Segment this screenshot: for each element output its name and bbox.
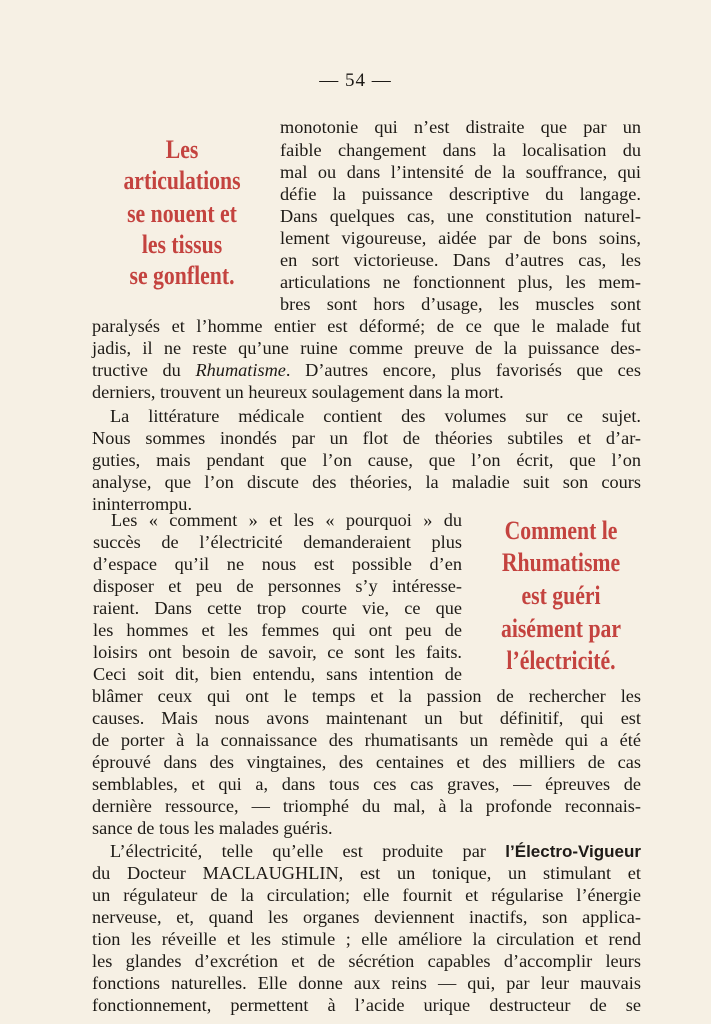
text-line: Dans quelques cas, une constitution naturel- (280, 206, 641, 226)
text-line: les glandes d’excrétion et de sécrétion capables d’accomplir leurs (92, 951, 641, 971)
side-note-line: les tissus (141, 229, 223, 259)
text-line: mal ou dans l’intensité de la souffrance, qui (280, 162, 641, 182)
text-line: sance de tous les malades guéris. (92, 818, 333, 838)
text-line: tion les réveille et les stimule ; elle améliore la circulation et rend (92, 929, 641, 949)
text-line: fonctions naturelles. Elle donne aux reins — qui, par leur mauvais (92, 973, 641, 993)
text-span: L’électricité, telle qu’elle est produite par (110, 841, 506, 861)
text-line: articulations ne fonctionnent plus, les mem- (280, 272, 641, 292)
text-line: en sort victorieuse. Dans d’autres cas, les (280, 250, 641, 270)
side-note-line: se nouent et (127, 198, 237, 228)
text-span: . D’autres encore, plus favorisés que ces (285, 360, 642, 380)
side-note-line: se gonflent. (129, 260, 235, 290)
side-note-line: articulations (123, 165, 241, 195)
page-number: — 54 — (319, 70, 392, 91)
text-line: d’espace qu’il ne nous est possible d’en (93, 554, 462, 574)
text-line: succès de l’électricité demanderaient plus (93, 532, 462, 552)
text-line: semblables, et qui a, dans tous ces cas graves, — épreuves de (92, 774, 641, 794)
text-line: les hommes et les femmes qui ont peu de (93, 620, 462, 640)
text-line: raient. Dans cette trop courte vie, ce que (93, 598, 462, 618)
text-line: de porter à la connaissance des rhumatisants un remède qui a été (92, 730, 641, 750)
text-line: La littérature médicale contient des volumes sur ce sujet. (110, 406, 641, 426)
text-line: Les « comment » et les « pourquoi » du (111, 510, 462, 530)
side-note-line: Les (165, 134, 199, 164)
text-line: fonctionnement, permettent à l’acide urique destructeur de se (92, 995, 641, 1015)
text-line: Nous sommes inondés par un flot de théories subtiles et d’ar- (92, 428, 641, 448)
text-line: éprouvé dans des vingtaines, des centaines et des milliers de cas (92, 752, 641, 772)
text-line: derniers, trouvent un heureux soulagement dans la mort. (92, 382, 504, 402)
text-line: monotonie qui n’est distraite que par un (280, 117, 641, 137)
text-line: faible changement dans la localisation du (280, 140, 641, 160)
text-line: du Docteur MACLAUGHLIN, est un tonique, un stimulant et (92, 863, 641, 883)
side-note-line: Rhumatisme (501, 547, 621, 577)
text-line: blâmer ceux qui ont le temps et la passion de rechercher les (92, 686, 641, 706)
text-line: bres sont hors d’usage, les muscles sont (280, 294, 641, 314)
text-line: guties, mais pendant que l’on cause, que l’on écrit, que l’on (92, 450, 641, 470)
brand-name: l’Électro-Vigueur (505, 842, 641, 861)
text-line: analyse, que l’on discute des théories, la maladie suit son cours (92, 472, 641, 492)
text-span: tructive du (92, 360, 196, 380)
text-line: lement vigoureuse, aidée par de bons soins, (280, 228, 641, 248)
side-note-line: Comment le (504, 515, 618, 545)
italic-term: Rhumatisme (195, 360, 286, 380)
text-line: nerveuse, et, quand les organes deviennent inactifs, son applica- (92, 907, 641, 927)
text-line: loisirs ont besoin de savoir, ce sont les faits. (93, 642, 462, 662)
text-line: jadis, il ne reste qu’une ruine comme preuve de la puissance des- (92, 338, 641, 358)
text-line: ininterrompu. (92, 494, 193, 514)
text-line: paralysés et l’homme entier est déformé; de ce que le malade fut (92, 316, 641, 336)
text-line: Ceci soit dit, bien entendu, sans intention de (93, 664, 462, 684)
text-line: causes. Mais nous avons maintenant un but définitif, qui est (92, 708, 641, 728)
side-note-line: l’électricité. (506, 645, 616, 675)
text-line (92, 359, 641, 381)
side-note-line: est guéri (521, 580, 601, 610)
text-line: un régulateur de la circulation; elle fournit et régularise l’énergie (92, 885, 641, 905)
side-note-line: aisément par (500, 613, 622, 643)
text-line: défie la puissance descriptive du langage. (280, 184, 641, 204)
text-line: dernière ressource, — triomphé du mal, à la profonde reconnais- (92, 796, 641, 816)
text-line: disposer et peu de personnes s’y intéresse- (93, 576, 462, 596)
text-line (110, 840, 641, 862)
